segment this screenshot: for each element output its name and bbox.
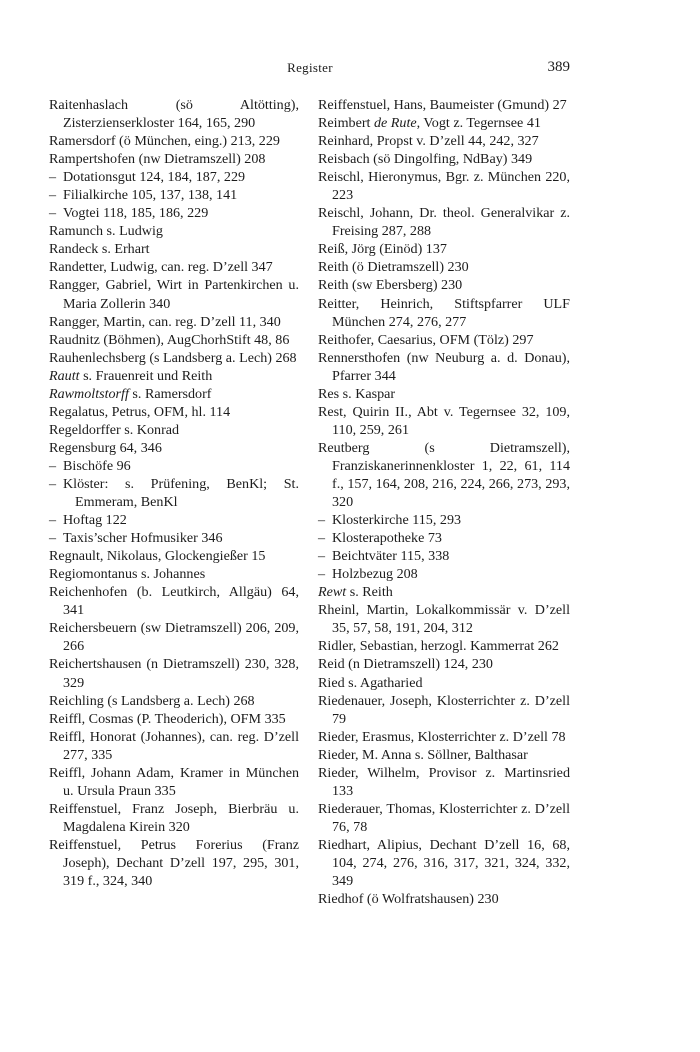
entry-text: Reitter, Heinrich, Stiftspfarrer ULF München 274, 276, 277	[318, 295, 570, 330]
index-entry	[49, 655, 299, 691]
index-entry	[49, 728, 299, 764]
entry-text: Riederauer, Thomas, Klosterrichter z. D’zell 76, 78	[318, 800, 570, 835]
index-entry	[49, 800, 299, 836]
entry-text: Reith (ö Dietramszell) 230	[318, 259, 469, 276]
entry-text: Regiomontanus s. Johannes	[49, 566, 206, 583]
entry-text: Regalatus, Petrus, OFM, hl. 114	[49, 403, 231, 420]
page-number: 389	[547, 59, 570, 75]
entry-text: Ramersdorf (ö München, eing.) 213, 229	[49, 133, 280, 150]
entry-text: Riedhart, Alipius, Dechant D’zell 16, 68, 104, 274, 276, 316, 317, 321, 324, 332, 349	[318, 836, 570, 890]
subentry-dash: –	[49, 205, 57, 222]
index-entry	[318, 403, 570, 439]
entry-text: Rieder, Erasmus, Klosterrichter z. D’zell 78	[318, 728, 566, 745]
entry-text: Reichling (s Landsberg a. Lech) 268	[49, 692, 255, 709]
entry-text: s. Ramersdorf	[128, 385, 212, 402]
subentry-dash: –	[49, 475, 57, 492]
entry-text: Rieder, M. Anna s. Söllner, Balthasar	[318, 746, 528, 763]
entry-text: Reith (sw Ebersberg) 230	[318, 277, 463, 294]
index-entry	[49, 240, 299, 258]
entry-text: Raudnitz (Böhmen), AugChorhStift 48, 86	[49, 331, 290, 348]
entry-text: Reichertshausen (n Dietramszell) 230, 328, 329	[49, 656, 299, 691]
index-entry	[318, 349, 570, 385]
index-entry	[49, 222, 299, 240]
entry-text: Reimbert	[318, 115, 374, 132]
entry-text: Rangger, Gabriel, Wirt in Partenkirchen u. Maria Zollerin 340	[49, 277, 299, 312]
entry-text: Reiffl, Cosmas (P. Theoderich), OFM 335	[49, 710, 286, 727]
index-entry	[49, 692, 299, 710]
index-subentry	[318, 547, 570, 565]
index-entry	[318, 764, 570, 800]
entry-text: Hoftag 122	[63, 512, 127, 529]
entry-italic-term: Rawmoltstorff	[49, 385, 129, 402]
entry-text: Reichenhofen (b. Leutkirch, Allgäu) 64, 341	[49, 584, 299, 619]
entry-text: Reiffl, Johann Adam, Kramer in München u. Ursula Praun 335	[49, 764, 299, 799]
entry-text: Reutberg (s Dietramszell), Franziskanerinnenkloster 1, 22, 61, 114 f., 157, 164, 208, 216, 224, 266, 273, 293, 320	[318, 439, 570, 511]
entry-text: Res s. Kaspar	[318, 385, 396, 402]
index-entry	[49, 619, 299, 655]
entry-text: Reithofer, Caesarius, OFM (Tölz) 297	[318, 331, 534, 348]
entry-text: Raitenhaslach (sö Altötting), Zisterzienserkloster 164, 165, 290	[49, 97, 299, 132]
entry-text: Regeldorffer s. Konrad	[49, 421, 180, 438]
entry-text: Klosterkirche 115, 293	[332, 512, 462, 529]
index-entry	[318, 240, 570, 258]
index-entry	[318, 746, 570, 764]
subentry-dash: –	[318, 530, 326, 547]
index-entry	[49, 710, 299, 728]
entry-text: Reischl, Hieronymus, Bgr. z. München 220, 223	[318, 169, 570, 204]
entry-text: s. Frauenreit und Reith	[79, 367, 213, 384]
entry-text: Reiß, Jörg (Einöd) 137	[318, 241, 447, 258]
index-entry	[49, 421, 299, 439]
entry-text: Reischl, Johann, Dr. theol. Generalvikar z. Freising 287, 288	[318, 205, 570, 240]
entry-text: s. Reith	[346, 584, 393, 601]
index-entry	[318, 168, 570, 204]
index-entry	[318, 655, 570, 673]
index-entry	[49, 367, 299, 385]
index-entry	[318, 114, 570, 132]
entry-text: Filialkirche 105, 137, 138, 141	[63, 187, 238, 204]
index-subentry	[49, 475, 299, 511]
index-column-left	[49, 96, 299, 890]
subentry-dash: –	[318, 548, 326, 565]
subentry-dash: –	[318, 566, 326, 583]
index-entry	[49, 565, 299, 583]
entry-text: Ramunch s. Ludwig	[49, 223, 163, 240]
index-entry	[318, 836, 570, 890]
index-entry	[49, 439, 299, 457]
entry-italic-term: Rautt	[49, 367, 80, 384]
index-subentry	[49, 204, 299, 222]
index-entry	[318, 204, 570, 240]
entry-text: Rennersthofen (nw Neuburg a. d. Donau), Pfarrer 344	[318, 349, 570, 384]
entry-text: Reiffl, Honorat (Johannes), can. reg. D’zell 277, 335	[49, 728, 299, 763]
index-subentry	[49, 457, 299, 475]
index-entry	[318, 385, 570, 403]
subentry-dash: –	[49, 512, 57, 529]
entry-text: Reiffenstuel, Hans, Baumeister (Gmund) 27	[318, 97, 567, 113]
entry-text: Ridler, Sebastian, herzogl. Kammerrat 262	[318, 638, 559, 655]
index-entry	[318, 692, 570, 728]
entry-text: Rauhenlechsberg (s Landsberg a. Lech) 268	[49, 349, 297, 366]
index-entry	[49, 96, 299, 132]
entry-text: Reinhard, Propst v. D’zell 44, 242, 327	[318, 133, 539, 150]
entry-text: Reichersbeuern (sw Dietramszell) 206, 209, 266	[49, 620, 299, 655]
index-subentry	[49, 511, 299, 529]
entry-text: Riedhof (ö Wolfratshausen) 230	[318, 891, 499, 908]
index-entry	[318, 96, 570, 114]
entry-text: Reisbach (sö Dingolfing, NdBay) 349	[318, 151, 533, 168]
index-column-right	[318, 96, 570, 908]
entry-text: Taxis’scher Hofmusiker 346	[63, 530, 223, 547]
index-entry	[49, 547, 299, 565]
entry-italic-term: Rewt	[318, 584, 347, 601]
entry-text: Dotationsgut 124, 184, 187, 229	[63, 169, 246, 186]
subentry-dash: –	[49, 169, 57, 186]
entry-text: Rangger, Martin, can. reg. D’zell 11, 340	[49, 313, 281, 330]
entry-text: Reid (n Dietramszell) 124, 230	[318, 656, 493, 673]
index-entry	[318, 583, 570, 601]
entry-text: Reiffenstuel, Franz Joseph, Bierbräu u. Magdalena Kirein 320	[49, 800, 299, 835]
entry-italic-term: de Rute	[373, 115, 417, 132]
index-entry	[49, 836, 299, 890]
index-entry	[49, 132, 299, 150]
index-entry	[49, 349, 299, 367]
index-entry	[318, 258, 570, 276]
running-title: Register	[287, 60, 333, 75]
index-entry	[318, 295, 570, 331]
index-entry	[318, 276, 570, 294]
index-entry	[49, 313, 299, 331]
index-entry	[318, 331, 570, 349]
entry-text: Randeck s. Erhart	[49, 241, 150, 258]
entry-text: Randetter, Ludwig, can. reg. D’zell 347	[49, 259, 273, 276]
index-subentry	[49, 186, 299, 204]
subentry-dash: –	[49, 187, 57, 204]
entry-text: Regnault, Nikolaus, Glockengießer 15	[49, 548, 266, 565]
entry-text: Vogtei 118, 185, 186, 229	[63, 205, 209, 222]
index-entry	[49, 403, 299, 421]
index-subentry	[318, 529, 570, 547]
index-entry	[49, 583, 299, 619]
index-entry	[318, 890, 570, 908]
index-entry	[318, 150, 570, 168]
entry-text: Beichtväter 115, 338	[332, 548, 450, 565]
index-entry	[49, 764, 299, 800]
entry-text: , Vogt z. Tegernsee 41	[416, 115, 541, 132]
entry-text: Klosterapotheke 73	[332, 530, 442, 547]
entry-text: Reiffenstuel, Petrus Forerius (Franz Joseph), Dechant D’zell 197, 295, 301, 319 f., 324, 340	[49, 836, 299, 890]
index-entry	[318, 800, 570, 836]
index-entry	[318, 674, 570, 692]
subentry-dash: –	[49, 530, 57, 547]
index-entry	[318, 601, 570, 637]
index-entry	[49, 150, 299, 168]
index-entry	[318, 637, 570, 655]
index-subentry	[49, 168, 299, 186]
index-entry	[49, 276, 299, 312]
entry-text: Regensburg 64, 346	[49, 439, 162, 456]
entry-text: Klöster: s. Prüfening, BenKl; St. Emmeram, BenKl	[63, 475, 299, 511]
entry-text: Ried s. Agatharied	[318, 674, 423, 691]
page-header	[0, 60, 700, 82]
entry-text: Riedenauer, Joseph, Klosterrichter z. D’zell 79	[318, 692, 570, 727]
entry-text: Rampertshofen (nw Dietramszell) 208	[49, 151, 266, 168]
subentry-dash: –	[49, 457, 57, 474]
index-subentry	[318, 511, 570, 529]
entry-text: Rieder, Wilhelm, Provisor z. Martinsried 133	[318, 764, 570, 799]
entry-text: Rest, Quirin II., Abt v. Tegernsee 32, 109, 110, 259, 261	[318, 403, 570, 438]
index-entry	[318, 132, 570, 150]
index-entry	[49, 331, 299, 349]
index-entry	[318, 728, 570, 746]
index-subentry	[49, 529, 299, 547]
subentry-dash: –	[318, 512, 326, 529]
entry-text: Holzbezug 208	[332, 566, 418, 583]
entry-text: Bischöfe 96	[63, 457, 131, 474]
index-entry	[318, 439, 570, 511]
index-subentry	[318, 565, 570, 583]
index-entry	[49, 385, 299, 403]
entry-text: Rheinl, Martin, Lokalkommissär v. D’zell 35, 57, 58, 191, 204, 312	[318, 602, 570, 637]
index-entry	[49, 258, 299, 276]
